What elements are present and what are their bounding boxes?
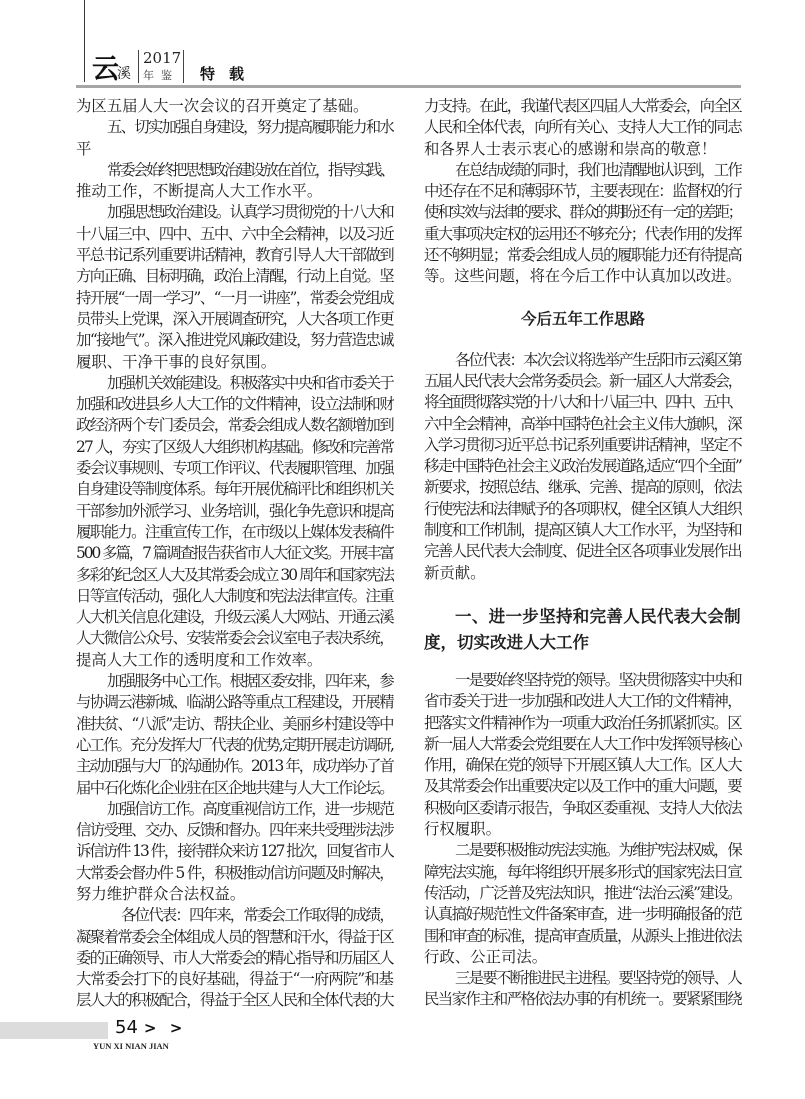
header-brand-char1: 云	[92, 54, 119, 85]
text-line: 二是要积极推动宪法实施。为维护宪法权威，保	[455, 841, 741, 860]
header-vertical-rule	[84, 0, 85, 82]
text-line: 500 多篇，7 篇调查报告获省市人大征文奖。开展丰富	[76, 544, 393, 563]
text-line: 行政、公正司法。	[424, 947, 548, 966]
text-line: 传活动，广泛普及宪法知识，推进“法治云溪”建设。	[424, 883, 741, 902]
double-chevron-right-icon: > >	[143, 1019, 187, 1037]
text-line: 政经济两个专门委员会，常委会组成人数名额增加到	[76, 416, 393, 435]
text-line: 围和审查的标准，提高审查质量，从源头上推进依法	[424, 926, 741, 945]
footer-bar	[0, 1022, 108, 1039]
text-line: 新贡献。	[424, 563, 486, 582]
text-line: 及其常委会作出重要决定以及工作中的重大问题，要	[424, 777, 741, 796]
text-line: 认真搞好规范性文件备案审查，进一步明确报备的范	[424, 905, 741, 924]
text-line: 届中石化炼化企业驻在区企地共建与人大工作论坛。	[76, 778, 393, 797]
text-line: 委会议事规则、专项工作评议、代表履职管理、加强	[76, 459, 393, 478]
text-line: 与协调云港新城、临湖公路等重点工程建设，开展精	[76, 693, 393, 712]
text-line: 新要求，按照总结、继承、完善、提高的原则，依法	[424, 478, 741, 497]
text-line: 加“接地气”。深入推进党风廉政建设，努力营造忠诚	[76, 331, 393, 350]
text-line: 诉信访件 13 件，接待群众来访 127 批次，回复省市人	[76, 842, 394, 861]
text-line: 努力维护群众合法权益。	[76, 884, 246, 903]
text-line: 三是要不断推进民主进程。要坚持党的领导、人	[455, 969, 741, 988]
text-line: 行使宪法和法律赋予的各项职权，健全区镇人大组织	[424, 499, 741, 518]
text-line: 省市委关于进一步加强和改进人大工作的文件精神，	[424, 692, 741, 711]
text-line: 持开展“一周一学习”、“一月一讲座”，常委会党组成	[76, 288, 393, 307]
text-line: 推动工作，不断提高人大工作水平。	[76, 182, 323, 201]
text-line: 一是要始终坚持党的领导。坚决贯彻落实中央和	[455, 670, 741, 689]
footer-page	[115, 1018, 186, 1038]
text-line: 提高人大工作的透明度和工作效率。	[76, 650, 323, 669]
text-line: 入学习贯彻习近平总书记系列重要讲话精神，坚定不	[424, 435, 741, 454]
text-line: 等。这些问题，将在今后工作中认真加以改进。	[424, 267, 741, 286]
text-line: 大常委会督办件 5 件，积极推动信访问题及时解决，	[76, 863, 393, 882]
text-line: 准扶贫、“八派”走访、帮扶企业、美丽乡村建设等中	[76, 714, 393, 733]
text-line: 主动加强与大厂的沟通协作。2013 年，成功举办了首	[76, 757, 394, 776]
text-line: 障宪法实施，每年将组织开展多形式的国家宪法日宣	[424, 862, 741, 881]
text-line: 人民和全体代表，向所有关心、支持人大工作的同志	[424, 118, 741, 137]
text-line: 力支持。在此，我谨代表区四届人大常委会，向全区	[424, 97, 741, 115]
text-line: 凝聚着常委会全体组成人员的智慧和汗水，得益于区	[76, 927, 393, 946]
text-line: 履职能力。注重宣传工作，在市级以上媒体发表稿件	[76, 522, 393, 541]
text-line: 把落实文件精神作为一项重大政治任务抓紧抓实。区	[424, 713, 741, 732]
header-separator	[138, 50, 139, 83]
spacer	[424, 330, 742, 350]
page-number: 54	[115, 1017, 138, 1038]
subsection-heading: 一、进一步坚持和完善人民代表大会制	[455, 606, 742, 626]
text-line: 民当家作主和严格依法办事的有机统一。要紧紧围绕	[424, 990, 741, 1009]
text-line: 方向正确、目标明确，政治上清醒，行动上自觉。坚	[76, 267, 393, 286]
text-line: 为区五届人大一次会议的召开奠定了基础。	[76, 97, 369, 115]
text-line: 五届人民代表大会常务委员会。新一届区人大常委会，	[424, 371, 741, 390]
text-line: 六中全会精神，高举中国特色社会主义伟大旗帜，深	[424, 414, 741, 433]
text-line: 在总结成绩的同时，我们也清醒地认识到，工作	[455, 160, 741, 179]
subsection-heading: 度，切实改进人大工作	[424, 632, 589, 652]
text-line: 信访受理、交办、反馈和督办。四年来共受理涉法涉	[76, 821, 393, 840]
text-line: 员带头上党课，深入开展调查研究，人大各项工作更	[76, 309, 393, 328]
text-line: 加强思想政治建设。认真学习贯彻党的十八大和	[107, 203, 393, 222]
footer-publication-name: YUN XI NIAN JIAN	[93, 1041, 169, 1051]
header-brand-char2: 溪	[117, 66, 131, 82]
text-line: 将全面贯彻落实党的十八大和十八届三中、四中、五中、	[424, 393, 741, 412]
text-line: 心工作。充分发挥大厂代表的优势,定期开展走访调研,	[76, 735, 393, 754]
text-line: 履职、干净干事的良好氛围。	[76, 352, 277, 371]
text-line: 27 人，夯实了区级人大组织机构基础。修改和完善常	[76, 437, 393, 456]
text-line: 五、切实加强自身建设，努力提高履职能力和水	[107, 118, 393, 137]
text-line: 使和实效与法律的要求、群众的期盼还有一定的差距；	[424, 203, 741, 222]
text-line: 加强服务中心工作。根据区委安排，四年来，参	[107, 672, 393, 691]
text-line: 十八届三中、四中、五中、六中全会精神，以及习近	[76, 224, 393, 243]
text-line: 行权履职。	[424, 820, 501, 839]
text-line: 平总书记系列重要讲话精神，教育引导人大干部做到	[76, 246, 393, 265]
header-section-title: 特载	[200, 65, 259, 83]
text-line: 委的正确领导、市人大常委会的精心指导和历届区人	[76, 948, 393, 967]
text-line: 人大微信公众号、安装常委会会议室电子表决系统，	[76, 629, 393, 648]
text-line: 大常委会打下的良好基础，得益于“一府两院”和基	[76, 970, 393, 989]
text-line: 加强和改进县乡人大工作的文件精神，设立法制和财	[76, 395, 393, 414]
text-line: 平	[76, 139, 92, 158]
text-line: 加强信访工作。高度重视信访工作，进一步规范	[107, 799, 393, 818]
text-line: 移走中国特色社会主义政治发展道路,适应“四个全面”	[424, 457, 741, 476]
text-line: 制度和工作机制，提高区镇人大工作水平，为坚持和	[424, 521, 741, 540]
text-line: 还不够明显；常委会组成人员的履职能力还有待提高	[424, 246, 741, 265]
text-line: 积极向区委请示报告，争取区委重视、支持人大依法	[424, 798, 741, 817]
spacer	[424, 584, 742, 604]
text-line: 重大事项决定权的运用还不够充分；代表作用的发挥	[424, 224, 741, 243]
text-line: 各位代表：本次会议将选举产生岳阳市云溪区第	[455, 350, 741, 369]
text-line: 自身建设等制度体系。每年开展优稿评比和组织机关	[76, 480, 393, 499]
text-line: 各位代表：四年来，常委会工作取得的成绩，	[121, 906, 393, 925]
header-subtitle: 年鉴	[143, 69, 179, 82]
spacer	[424, 288, 742, 308]
text-line: 完善人民代表大会制度、促进全区各项事业发展作出	[424, 542, 741, 561]
text-line: 中还存在不足和薄弱环节，主要表现在：监督权的行	[424, 182, 741, 201]
header-separator	[183, 50, 184, 83]
text-line: 和各界人士表示衷心的感谢和崇高的敬意！	[424, 139, 717, 158]
section-heading: 今后五年工作思路	[520, 309, 645, 328]
right-column	[424, 96, 742, 1011]
text-line: 日等宣传活动，强化人大制度和宪法法律宣传。注重	[76, 586, 393, 605]
text-line: 人大机关信息化建设，升级云溪人大网站、开通云溪	[76, 608, 393, 627]
spacer	[424, 656, 742, 670]
header-year: 2017	[143, 49, 182, 67]
text-line: 常委会始终把思想政治建设放在首位，指导实践、	[107, 160, 393, 179]
header-horizontal-rule	[76, 85, 741, 88]
text-line: 新一届人大常委会党组要在人大工作中发挥领导核心	[424, 734, 741, 753]
text-line: 干部参加外派学习、业务培训，强化争先意识和提高	[76, 501, 393, 520]
left-column	[76, 96, 394, 1012]
text-line: 作用，确保在党的领导下开展区镇人大工作。区人大	[424, 756, 741, 775]
text-line: 加强机关效能建设。积极落实中央和省市委关于	[107, 373, 393, 392]
text-line: 多彩的纪念区人大及其常委会成立 30 周年和国家宪法	[76, 565, 394, 584]
text-line: 层人大的积极配合，得益于全区人民和全体代表的大	[76, 991, 393, 1010]
